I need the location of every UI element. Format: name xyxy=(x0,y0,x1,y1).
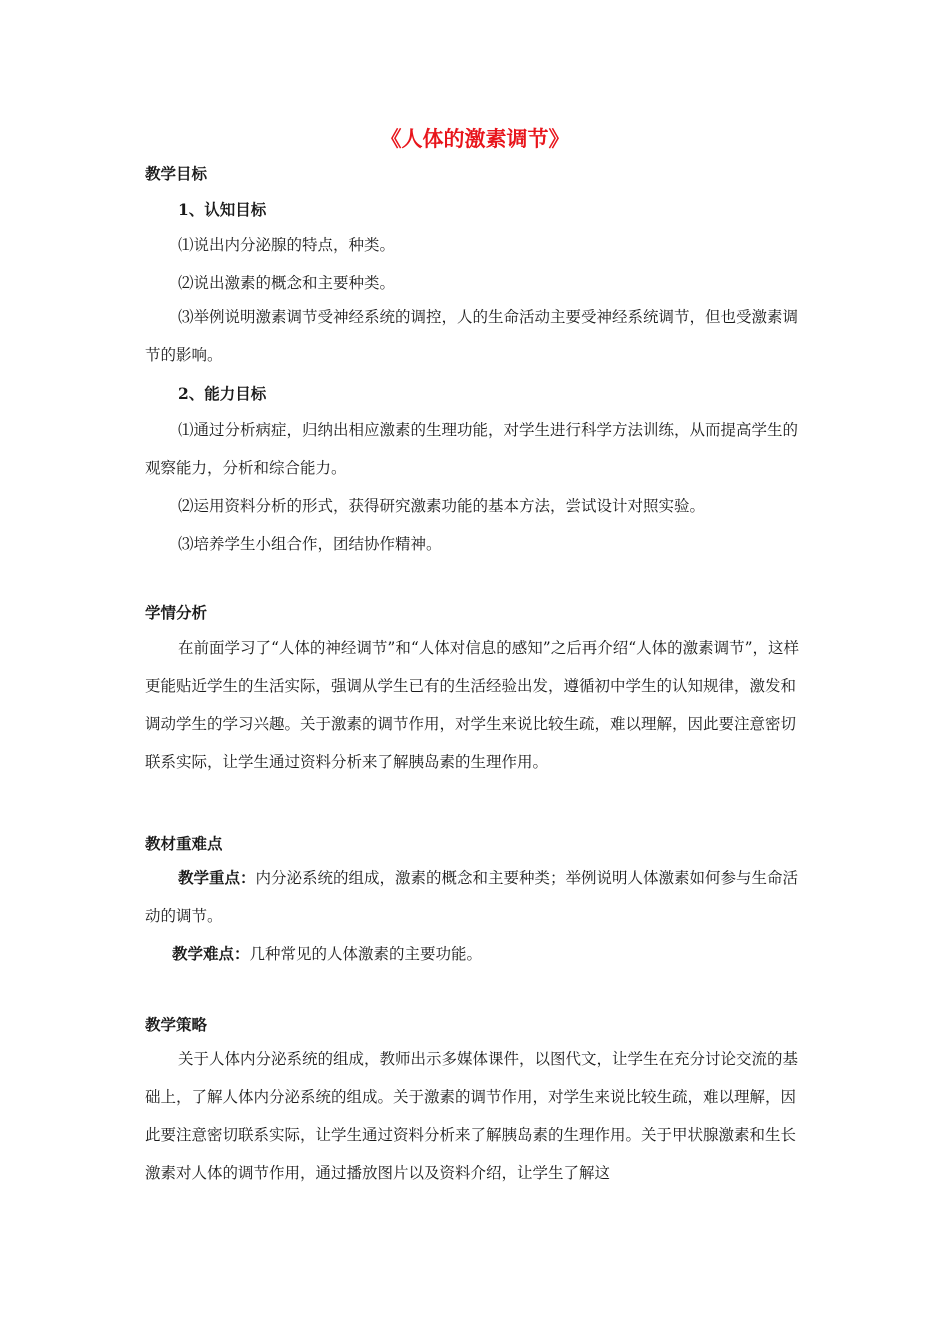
section-heading-keypoints: 教材重难点 xyxy=(145,834,223,853)
focus-label: 教学重点： xyxy=(178,868,256,887)
section-heading-analysis: 学情分析 xyxy=(145,603,208,622)
cognitive-item-1: ⑴说出内分泌腺的特点，种类。 xyxy=(178,236,396,254)
section-heading-strategy: 教学策略 xyxy=(145,1015,208,1034)
cognitive-item-3: ⑶举例说明激素调节受神经系统的调控，人的生命活动主要受神经系统调节，但也受激素调节的影响。 xyxy=(145,308,799,364)
section-heading-objectives: 教学目标 xyxy=(145,164,208,183)
subheading-ability: 2、能力目标 xyxy=(178,384,267,403)
ability-item-3: ⑶培养学生小组合作，团结协作精神。 xyxy=(178,535,442,553)
subheading-cognitive: 1、认知目标 xyxy=(178,200,267,219)
ability-item-1: ⑴通过分析病症，归纳出相应激素的生理功能，对学生进行科学方法训练，从而提高学生的观察能力，分析和综合能力。 xyxy=(145,421,799,477)
difficulty-text: 几种常见的人体激素的主要功能。 xyxy=(249,945,483,963)
strategy-paragraph: 关于人体内分泌系统的组成，教师出示多媒体课件，以图代文，让学生在充分讨论交流的基础上，了解人体内分泌系统的组成。关于激素的调节作用，对学生来说比较生疏，难以理解，因此要注意密切联系实际，让学生通过资料分析来了解胰岛素的生理作用。关于甲状腺激素和生长激素对人体的调节作用，通过播放图片以及资料介绍，让学生了解这 xyxy=(145,1050,799,1182)
keypoints-difficulty xyxy=(145,935,836,973)
focus-text: 内分泌系统的组成，激素的概念和主要种类；举例说明人体激素如何参与生命活动的调节。 xyxy=(145,869,799,925)
difficulty-label: 教学难点： xyxy=(172,944,250,963)
keypoints-focus xyxy=(145,859,809,935)
document-title: 《人体的激素调节》 xyxy=(380,126,570,151)
analysis-paragraph: 在前面学习了“人体的神经调节”和“人体对信息的感知”之后再介绍“人体的激素调节”，这样更能贴近学生的生活实际，强调从学生已有的生活经验出发，遵循初中学生的认知规律，激发和调动学生的学习兴趣。关于激素的调节作用，对学生来说比较生疏，难以理解，因此要注意密切联系实际，让学生通过资料分析来了解胰岛素的生理作用。 xyxy=(145,639,800,771)
ability-item-2: ⑵运用资料分析的形式，获得研究激素功能的基本方法，尝试设计对照实验。 xyxy=(178,497,706,515)
cognitive-item-2: ⑵说出激素的概念和主要种类。 xyxy=(178,274,396,292)
